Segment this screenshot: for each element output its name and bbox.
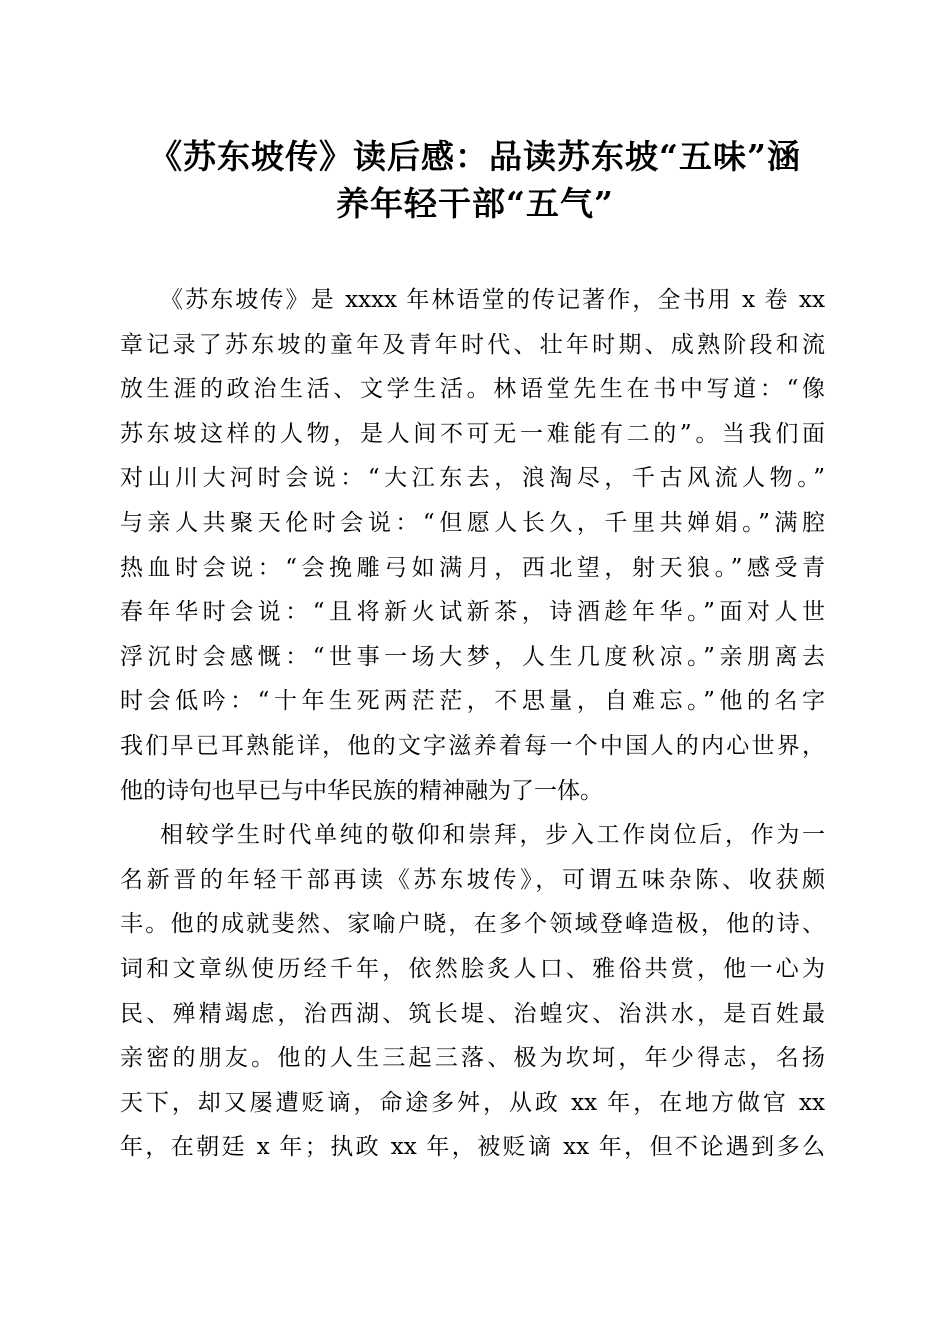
paragraph-line: 亲密的朋友。他的人生三起三落、极为坎坷，年少得志，名扬 [120,1045,825,1072]
paragraph-line: 《苏东坡传》是 xxxx 年林语堂的传记著作，全书用 x 卷 xx [160,287,825,313]
paragraph-line: 名新晋的年轻干部再读《苏东坡传》，可谓五味杂陈、收获颇 [120,866,825,893]
paragraph-line: 苏东坡这样的人物，是人间不可无一难能有二的”。当我们面 [120,420,825,447]
paragraph-line: 浮沉时会感慨：“世事一场大梦，人生几度秋凉。”亲朋离去 [120,643,825,670]
paragraph-line: 章记录了苏东坡的童年及青年时代、壮年时期、成熟阶段和流 [120,331,825,358]
paragraph-line: 年，在朝廷 x 年；执政 xx 年，被贬谪 xx 年，但不论遇到多么 [120,1134,825,1161]
document-body [120,278,825,1170]
paragraph-line: 相较学生时代单纯的敬仰和崇拜，步入工作岗位后，作为一 [160,822,825,849]
paragraph-line: 词和文章纵使历经千年，依然脍炙人口、雅俗共赏，他一心为 [120,955,825,982]
document-title [100,133,850,227]
paragraph-line: 放生涯的政治生活、文学生活。林语堂先生在书中写道：“像 [120,376,825,403]
title-line-1: 《苏东坡传》读后感：品读苏东坡“五味”涵 [149,137,801,176]
paragraph-line: 热血时会说：“会挽雕弓如满月，西北望，射天狼。”感受青 [120,554,825,581]
paragraph-line: 丰。他的成就斐然、家喻户晓，在多个领域登峰造极，他的诗、 [120,911,825,938]
paragraph-line: 他的诗句也早已与中华民族的精神融为了一体。 [120,777,603,804]
paragraph-line: 民、殚精竭虑，治西湖、筑长堤、治蝗灾、治洪水，是百姓最 [120,1000,825,1027]
title-line-2: 养年轻干部“五气” [336,184,614,223]
paragraph-line: 春年华时会说：“且将新火试新茶，诗酒趁年华。”面对人世 [120,599,825,626]
paragraph-1 [120,278,825,813]
paragraph-line: 天下，却又屡遭贬谪，命途多舛，从政 xx 年，在地方做官 xx [120,1089,825,1116]
paragraph-line: 时会低吟：“十年生死两茫茫，不思量，自难忘。”他的名字 [120,688,825,715]
paragraph-2 [120,813,825,1170]
paragraph-line: 我们早已耳熟能详，他的文字滋养着每一个中国人的内心世界， [120,732,825,759]
paragraph-line: 对山川大河时会说：“大江东去，浪淘尽，千古风流人物。” [120,465,825,492]
paragraph-line: 与亲人共聚天伦时会说：“但愿人长久，千里共婵娟。”满腔 [120,509,825,536]
